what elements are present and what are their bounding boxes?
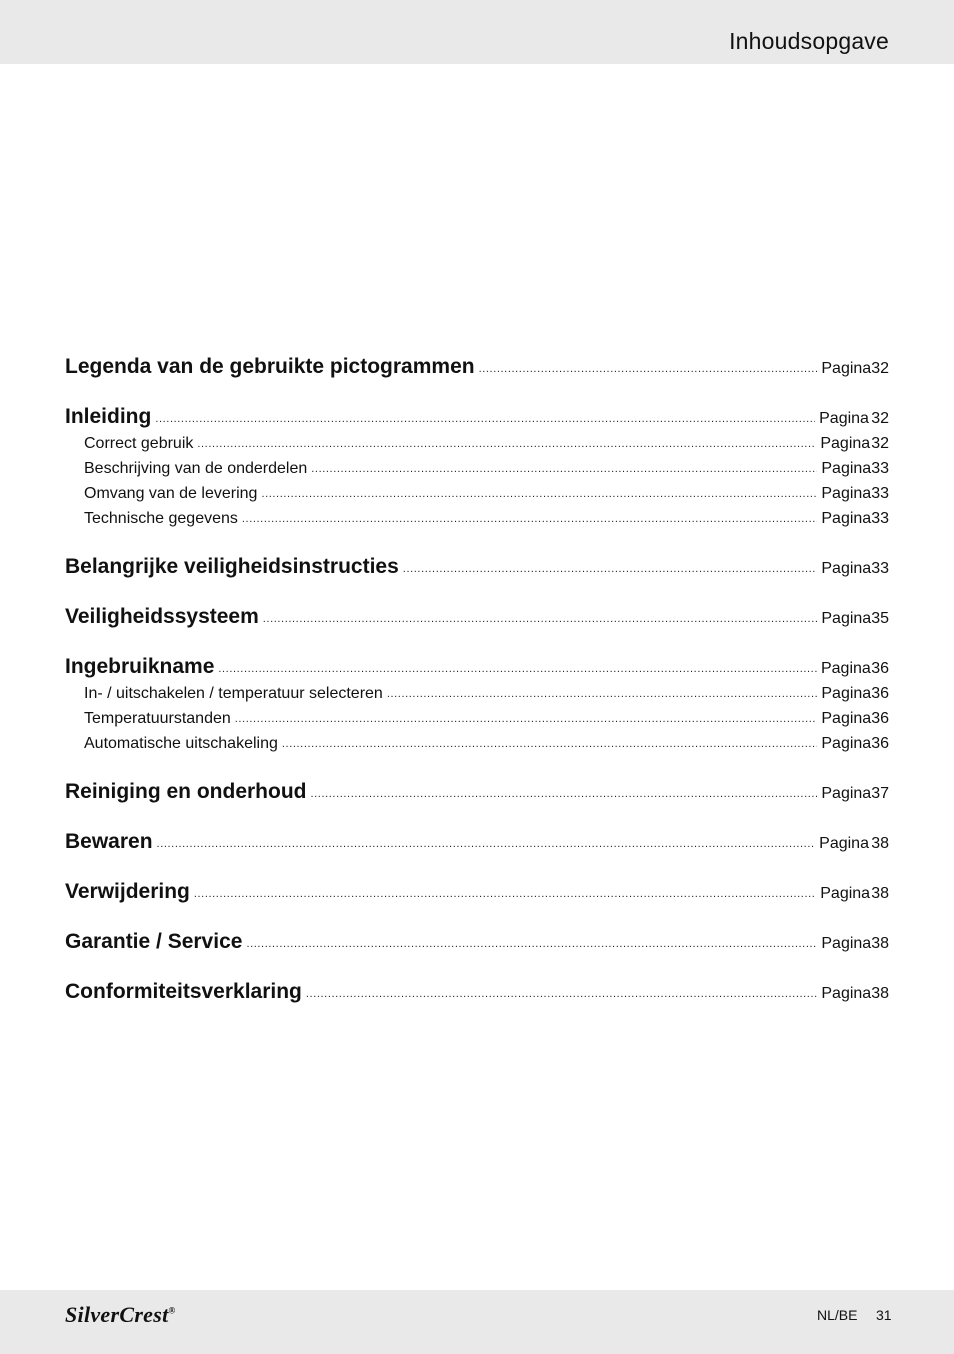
toc-entry-label: Garantie / Service bbox=[65, 929, 243, 953]
brand-logo bbox=[65, 1302, 176, 1328]
toc-entry-sub[interactable] bbox=[65, 478, 889, 503]
toc-entry-sub[interactable] bbox=[65, 678, 889, 703]
toc-page-number: 38 bbox=[871, 884, 889, 902]
toc-entry-sub[interactable] bbox=[65, 428, 889, 453]
toc-leader-dots bbox=[311, 464, 817, 475]
toc-page-number: 36 bbox=[871, 734, 889, 752]
page-title: Inhoudsopgave bbox=[729, 28, 889, 54]
toc-leader-dots bbox=[261, 489, 817, 500]
toc-entry-main[interactable] bbox=[65, 528, 889, 578]
toc-entry-main[interactable] bbox=[65, 803, 889, 853]
toc-leader-dots bbox=[263, 614, 818, 625]
toc-entry-sub[interactable] bbox=[65, 703, 889, 728]
toc-page-number: 33 bbox=[871, 484, 889, 502]
toc-entry-main[interactable] bbox=[65, 753, 889, 803]
toc-entry-label: Verwijdering bbox=[65, 879, 190, 903]
toc-page-number: 35 bbox=[871, 609, 889, 627]
toc-entry-label: Automatische uitschakeling bbox=[84, 735, 278, 753]
footer-locale: NL/BE bbox=[817, 1307, 858, 1323]
toc-page-word: Pagina bbox=[819, 834, 869, 852]
toc-page-word: Pagina bbox=[821, 559, 872, 577]
toc-page-word: Pagina bbox=[821, 784, 872, 802]
toc-page-number: 32 bbox=[871, 434, 889, 452]
toc-entry-label: Correct gebruik bbox=[84, 435, 194, 453]
toc-entry-label: Veiligheidssysteem bbox=[65, 604, 259, 628]
toc-page-word: Pagina bbox=[821, 484, 872, 502]
toc-entry-main[interactable] bbox=[65, 853, 889, 903]
toc-page-word: Pagina bbox=[821, 359, 872, 377]
toc-page-word: Pagina bbox=[821, 734, 872, 752]
toc-page-number: 38 bbox=[871, 934, 889, 952]
toc-entry-label: Bewaren bbox=[65, 829, 153, 853]
toc-entry-main[interactable] bbox=[65, 953, 889, 1003]
toc-entry-main[interactable] bbox=[65, 628, 889, 678]
toc-entry-label: Beschrijving van de onderdelen bbox=[84, 460, 308, 478]
toc-page-number: 37 bbox=[871, 784, 889, 802]
toc-leader-dots bbox=[479, 364, 818, 375]
toc-entry-main[interactable] bbox=[65, 378, 889, 428]
toc-entry-label: Reiniging en onderhoud bbox=[65, 779, 307, 803]
toc-entry-sub[interactable] bbox=[65, 503, 889, 528]
toc-entry-label: Ingebruikname bbox=[65, 654, 215, 678]
toc-page-number: 33 bbox=[871, 459, 889, 477]
toc-page-word: Pagina bbox=[821, 934, 872, 952]
toc-leader-dots bbox=[246, 939, 817, 950]
toc-leader-dots bbox=[157, 839, 816, 850]
registered-mark: ® bbox=[168, 1305, 176, 1316]
toc-entry-label: Technische gegevens bbox=[84, 510, 238, 528]
toc-leader-dots bbox=[242, 514, 817, 525]
toc-leader-dots bbox=[306, 989, 817, 1000]
toc-page-word: Pagina bbox=[821, 709, 872, 727]
toc-leader-dots bbox=[197, 439, 816, 450]
toc-page-number: 36 bbox=[871, 659, 889, 677]
toc-page-number: 33 bbox=[871, 559, 889, 577]
toc-leader-dots bbox=[218, 664, 817, 675]
toc-page-number: 36 bbox=[871, 709, 889, 727]
toc-leader-dots bbox=[235, 714, 818, 725]
toc-leader-dots bbox=[155, 414, 815, 425]
toc-page-number: 33 bbox=[871, 509, 889, 527]
toc-entry-label: Inleiding bbox=[65, 404, 152, 428]
toc-entry-label: Legenda van de gebruikte pictogrammen bbox=[65, 354, 475, 378]
toc-leader-dots bbox=[194, 889, 816, 900]
toc-entry-label: Omvang van de levering bbox=[84, 485, 258, 503]
toc-page-word: Pagina bbox=[821, 609, 872, 627]
toc-leader-dots bbox=[282, 739, 817, 750]
toc-entry-sub[interactable] bbox=[65, 453, 889, 478]
toc-leader-dots bbox=[403, 564, 818, 575]
toc-page-word: Pagina bbox=[821, 509, 872, 527]
toc-page-word: Pagina bbox=[820, 884, 871, 902]
toc-entry-sub[interactable] bbox=[65, 728, 889, 753]
toc-page-number: 36 bbox=[871, 684, 889, 702]
toc-page-number: 38 bbox=[871, 834, 889, 852]
footer-page-number: 31 bbox=[876, 1307, 892, 1323]
toc-page-word: Pagina bbox=[820, 659, 871, 677]
toc-entry-label: In- / uitschakelen / temperatuur selecteren bbox=[84, 685, 383, 703]
toc-page-word: Pagina bbox=[821, 984, 872, 1002]
table-of-contents bbox=[65, 352, 889, 1003]
toc-page-word: Pagina bbox=[819, 409, 869, 427]
toc-entry-main[interactable] bbox=[65, 578, 889, 628]
toc-page-word: Pagina bbox=[821, 459, 872, 477]
toc-page-number: 32 bbox=[871, 359, 889, 377]
toc-page-word: Pagina bbox=[821, 684, 872, 702]
brand-name: SilverCrest bbox=[65, 1302, 169, 1327]
toc-entry-label: Temperatuurstanden bbox=[84, 710, 231, 728]
toc-entry-main[interactable] bbox=[65, 352, 889, 378]
toc-leader-dots bbox=[310, 789, 817, 800]
toc-leader-dots bbox=[387, 689, 818, 700]
toc-page-number: 32 bbox=[871, 409, 889, 427]
toc-entry-main[interactable] bbox=[65, 903, 889, 953]
toc-page-word: Pagina bbox=[820, 434, 871, 452]
toc-page-number: 38 bbox=[871, 984, 889, 1002]
toc-entry-label: Belangrijke veiligheidsinstructies bbox=[65, 554, 399, 578]
toc-entry-label: Conformiteitsverklaring bbox=[65, 979, 302, 1003]
